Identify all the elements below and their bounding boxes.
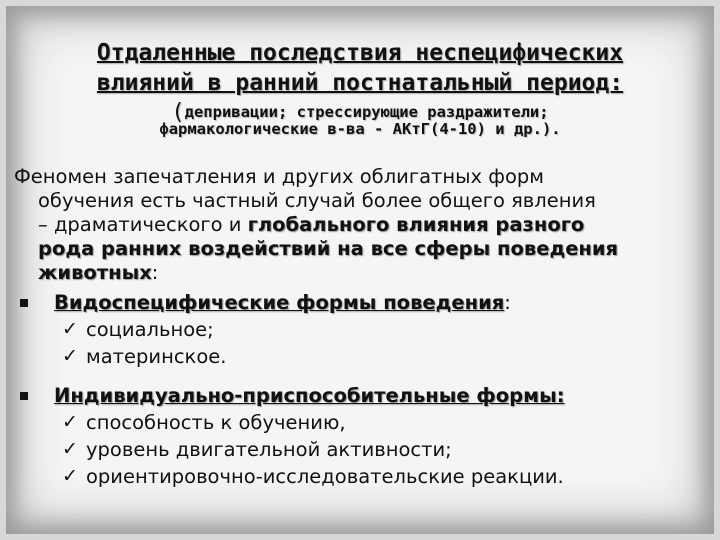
section1-item: материнское. — [86, 345, 227, 368]
intro-line5-colon: : — [151, 261, 159, 284]
section1-heading-text: Видоспецифические формы поведения — [54, 291, 505, 314]
check-icon: ✓ — [62, 345, 78, 367]
section1-item: социальное; — [86, 318, 214, 341]
intro-line5 — [38, 261, 158, 285]
intro-line3-plain: – драматического и — [38, 213, 248, 236]
check-icon: ✓ — [62, 411, 78, 433]
subtitle-line1-text: депривации; стрессирующие раздражители; — [184, 103, 549, 121]
section1-heading — [54, 291, 511, 315]
check-icon: ✓ — [62, 438, 78, 460]
section2-heading-text: Индивидуально-приспособительные формы: — [54, 384, 565, 407]
square-bullet-icon — [20, 392, 28, 400]
section2-item: способность к обучению, — [86, 411, 346, 434]
slide-title-line2: влияний в ранний постнатальный период: — [96, 70, 624, 96]
intro-line4: рода ранних воздействий на все сферы поведения — [38, 237, 619, 260]
intro-line3 — [38, 213, 584, 237]
intro-line2: обучения есть частный случай более общего явления — [38, 189, 596, 212]
intro-line3-bold: глобального влияния разного — [247, 213, 585, 236]
subtitle-paren: ( — [171, 100, 185, 125]
section1-heading-suffix: : — [504, 291, 511, 314]
slide-subtitle-line2: фармакологические в-ва - АКтГ(4-10) и др.). — [159, 120, 561, 138]
intro-line5-bold: животных — [38, 261, 152, 284]
section2-item: уровень двигательной активности; — [86, 438, 452, 461]
check-icon: ✓ — [62, 318, 78, 340]
section2-heading — [54, 384, 565, 408]
square-bullet-icon — [20, 299, 28, 307]
intro-line1: Феномен запечатления и других облигатных форм — [14, 165, 544, 188]
slide-title-line1: Отдаленные последствия неспецифических — [96, 40, 624, 66]
check-icon: ✓ — [62, 465, 78, 487]
section2-item: ориентировочно-исследовательские реакции. — [86, 465, 564, 488]
